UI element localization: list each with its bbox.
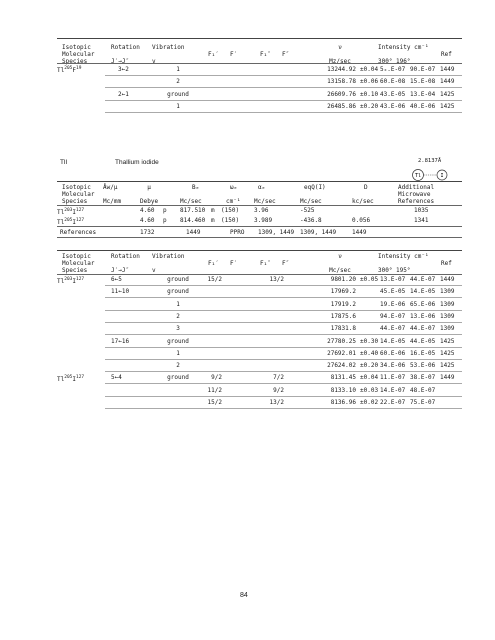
table1-vibration-cell: 1: [176, 102, 180, 110]
table3-frequency-cell: 8136.96: [330, 399, 356, 406]
table1-rotation-cell: 2←1: [118, 90, 129, 98]
table1-row-rule: [105, 75, 462, 76]
table1-top-rule: [57, 38, 462, 39]
table2-ew-cell: 4.60: [140, 216, 155, 224]
table3-uncertainty-cell: ±0.40: [360, 349, 379, 357]
table1-intensity-196-cell: 90.E-07: [410, 66, 436, 73]
table2-m-cell: m: [211, 216, 215, 224]
table2-ew-cell: 4.60: [140, 207, 155, 214]
table2-we-cell: (150): [221, 207, 240, 214]
table1-header-f1: F₁′: [208, 51, 219, 58]
table1-vibration-cell: 2: [176, 78, 180, 86]
table3-intensity-300-cell: 60.E-06: [380, 349, 406, 357]
table2-m-cell: m: [211, 207, 215, 214]
table3-frequency-cell: 27780.25: [327, 337, 356, 345]
table1-vibration-cell: 1: [176, 66, 180, 73]
table3-header-intensity: Intensity cm⁻¹ 300° 195°: [378, 253, 429, 274]
table2-p-cell: p: [163, 207, 167, 214]
species-iodine: I: [72, 278, 76, 285]
species-isotope: 205: [64, 375, 73, 381]
species-isotope: 127: [76, 277, 85, 282]
table3-ref-cell: 1449: [440, 276, 455, 283]
table1-rotation-cell: 3←2: [118, 66, 129, 73]
table3-intensity-300-cell: 14.E-07: [380, 386, 406, 394]
table2-ref-eqq: 1309, 1449: [300, 229, 337, 236]
table3-ref-cell: 1425: [440, 337, 455, 345]
table1-header-fpp: F″: [282, 51, 290, 58]
table1-frequency-cell: 26609.76: [327, 90, 356, 98]
species-isotope: 203: [64, 277, 73, 282]
table3-header-vibration: Vibration v: [152, 253, 185, 274]
table3-rotation-cell: 11←10: [111, 288, 130, 296]
table3-uncertainty-cell: ±0.03: [360, 386, 379, 394]
table3-ref-cell: 1425: [440, 362, 455, 370]
table1-header-f: F′: [230, 51, 238, 58]
table3-intensity-300-cell: 14.E-05: [380, 337, 406, 345]
table1-header-ref: Ref: [441, 51, 452, 58]
table3-fpp-cell: 7/2: [273, 374, 284, 382]
table3-vibration-cell: 2: [176, 312, 180, 320]
table3-row-rule: [105, 408, 462, 409]
table2-refs-rule: [57, 226, 462, 227]
table1-ref-cell: 1425: [440, 102, 455, 110]
bond-length: 2.8137Å: [418, 158, 442, 164]
table1-ref-cell: 1449: [440, 66, 455, 73]
table1-uncertainty-cell: ±0.04: [360, 66, 379, 73]
table3-intensity-195-cell: 44.E-05: [410, 337, 436, 345]
table3-row-rule: [105, 359, 462, 360]
table3-fpp-cell: 9/2: [273, 386, 284, 394]
table3-row-rule: [105, 396, 462, 397]
table2-references-label: References: [60, 229, 97, 236]
table3-ref-cell: 1309: [440, 300, 455, 308]
table3-frequency-cell: 9801.20: [330, 276, 356, 283]
table3-intensity-300-cell: 11.E-07: [380, 374, 406, 382]
species-isotope: 127: [76, 375, 85, 381]
table1-header-rotation: Rotation J′→J″: [111, 44, 140, 65]
table2-header-be: Bₑ Mc/sec: [180, 184, 202, 205]
table1-uncertainty-cell: ±0.10: [360, 90, 379, 98]
table3-frequency-cell: 27624.02: [327, 362, 356, 370]
i-atom-label: I: [440, 173, 444, 179]
table1-intensity-300-cell: 43.E-06: [380, 102, 406, 110]
table2-header-d: D kc/sec: [352, 184, 374, 205]
table3-header-nu: ν Mc/sec: [329, 253, 351, 274]
table3-vibration-cell: 2: [176, 362, 180, 370]
table1-uncertainty-cell: ±0.20: [360, 102, 379, 110]
table3-intensity-300-cell: 19.E-06: [380, 300, 406, 308]
table1-intensity-300-cell: 43.E-05: [380, 90, 406, 98]
table3-ref-cell: 1309: [440, 325, 455, 333]
species-isotope: 127: [76, 217, 85, 223]
table2-ref-be: 1449: [186, 229, 201, 236]
tl-i-bond-diagram: [411, 168, 451, 182]
table3-ref-cell: 1425: [440, 349, 455, 357]
table3-frequency-cell: 8133.10: [330, 386, 356, 394]
molecule-name: Thallium iodide: [115, 159, 159, 166]
table1-species: $Tl^{205}F^{19}$: [57, 66, 82, 74]
species-element: Tl: [57, 209, 65, 216]
table3-fpp-cell: 13/2: [269, 399, 284, 406]
table2-header-ae: αₑ Mc/sec: [254, 184, 276, 205]
table1-intensity-300-cell: 60.E-08: [380, 78, 406, 86]
table3-uncertainty-cell: ±0.04: [360, 374, 379, 382]
species-element: Tl: [57, 278, 65, 285]
table3-row-rule: [105, 297, 462, 298]
table2-ref-we: PPRO: [230, 229, 245, 236]
table1-ref-cell: 1449: [440, 78, 455, 86]
species-iodine: I: [72, 209, 76, 216]
table2-be-cell: 817.510: [180, 207, 206, 214]
species-isotope: 203: [64, 208, 73, 213]
table3-intensity-300-cell: 34.E-06: [380, 362, 406, 370]
table2-bottom-rule: [57, 237, 462, 238]
table1-frequency-cell: 13244.92: [327, 66, 356, 73]
table2-header-isotopic: Isotopic Molecular Species: [62, 184, 95, 205]
table3-species-cell: [57, 374, 84, 383]
table3-intensity-195-cell: 53.E-06: [410, 362, 436, 370]
table1-header-nu: ν Mz/sec: [329, 44, 351, 65]
table1-header-vibration: Vibration v: [152, 44, 185, 65]
table3-ref-cell: 1309: [440, 288, 455, 296]
table3-intensity-195-cell: 48.E-07: [410, 386, 436, 394]
table3-intensity-195-cell: 75.E-07: [410, 399, 436, 406]
table3-frequency-cell: 17969.2: [330, 288, 356, 296]
table2-ref-cell: 1341: [414, 216, 429, 224]
table3-header-isotopic: Isotopic Molecular Species: [62, 253, 95, 274]
table3-f1-cell: 15/2: [207, 399, 222, 406]
table1-intensity-196-cell: 40.E-06: [410, 102, 436, 110]
table2-eqq-cell: -525: [300, 207, 315, 214]
table3-vibration-cell: ground: [167, 276, 189, 283]
table3-uncertainty-cell: ±0.02: [360, 399, 379, 406]
table3-header-ref: Ref: [441, 260, 452, 267]
table1-vibration-cell: ground: [167, 90, 189, 98]
table3-uncertainty-cell: ±0.30: [360, 337, 379, 345]
table1-frequency-cell: 13158.78: [327, 78, 356, 86]
table3-vibration-cell: ground: [167, 288, 189, 296]
species-isotope: 205: [64, 217, 73, 223]
table1-header-f1pp: F₁″: [260, 51, 271, 58]
table3-intensity-195-cell: 16.E-05: [410, 349, 436, 357]
table3-row-rule: [105, 322, 462, 323]
table2-d-cell: 0.056: [352, 216, 371, 224]
table2-we-cell: (150): [221, 216, 240, 224]
table3-intensity-195-cell: 38.E-07: [410, 374, 436, 382]
table1-uncertainty-cell: ±0.06: [360, 78, 379, 86]
table2-ref-cell: 1035: [414, 207, 429, 214]
table2-species-cell: [57, 207, 84, 216]
table3-intensity-300-cell: 44.E-07: [380, 325, 406, 333]
table3-ref-cell: 1449: [440, 374, 455, 382]
table2-header-additional: Additional Microwave References: [398, 184, 435, 205]
table2-ae-cell: 3.96: [254, 207, 269, 214]
table1-row-rule: [105, 87, 462, 88]
table2-species-cell: [57, 217, 84, 226]
tl-atom-label: Tl: [414, 173, 422, 179]
table3-row-rule: [105, 310, 462, 311]
table3-intensity-195-cell: 65.E-06: [410, 300, 436, 308]
species-element: Tl: [57, 376, 65, 384]
table1-intensity-196-cell: 15.E-08: [410, 78, 436, 86]
table3-row-rule: [105, 334, 462, 335]
table1-row-rule: [105, 112, 462, 113]
table3-header-rule: [57, 274, 462, 275]
table3-row-rule: [105, 347, 462, 348]
table2-header-rule: [57, 205, 462, 206]
table3-rotation-cell: 17←16: [111, 337, 130, 345]
table3-species-cell: [57, 276, 84, 285]
table3-frequency-cell: 27692.01: [327, 349, 356, 357]
table1-header-rule: [57, 63, 462, 64]
table3-vibration-cell: 1: [176, 300, 180, 308]
table2-top-rule: [57, 181, 462, 182]
table3-top-rule: [57, 250, 462, 251]
table3-header-f1pp: F₁″: [260, 260, 271, 267]
table2-ref-d: 1449: [352, 229, 367, 236]
table2-be-cell: 814.460: [180, 216, 206, 224]
table2-ae-cell: 3.989: [254, 216, 273, 224]
table1-intensity-196-cell: 13.E-04: [410, 90, 436, 98]
table1-ref-cell: 1425: [440, 90, 455, 98]
table3-frequency-cell: 17875.6: [330, 312, 356, 320]
table3-row-rule: [105, 285, 462, 286]
table3-intensity-195-cell: 14.E-05: [410, 288, 436, 296]
table3-fpp-cell: 13/2: [269, 276, 284, 283]
species-isotope: 127: [76, 208, 85, 213]
table1-intensity-300-cell: 5ₓ.E-07: [380, 66, 406, 73]
table3-header-fpp: F″: [282, 260, 290, 267]
table2-header-ew: Åw/μ Mc/mm: [103, 184, 122, 205]
table3-header-f1: F₁′: [208, 260, 219, 267]
table3-vibration-cell: ground: [167, 374, 189, 382]
table3-intensity-195-cell: 44.E-07: [410, 276, 436, 283]
table3-rotation-cell: 5←4: [111, 374, 122, 382]
table3-frequency-cell: 17831.8: [330, 325, 356, 333]
table3-row-rule: [105, 383, 462, 384]
table2-ref-ae: 1309, 1449: [258, 229, 295, 236]
table3-frequency-cell: 8131.45: [330, 374, 356, 382]
table3-f1-cell: 9/2: [211, 374, 222, 382]
table1-header-intensity: Intensity cm⁻¹ 300° 196°: [378, 44, 429, 65]
table3-vibration-cell: ground: [167, 337, 189, 345]
table3-row-rule: [105, 371, 462, 372]
page-number: 84: [240, 592, 248, 599]
table1-row-rule: [105, 100, 462, 101]
table3-f1-cell: 11/2: [207, 386, 222, 394]
table3-intensity-300-cell: 45.E-05: [380, 288, 406, 296]
table3-vibration-cell: 3: [176, 325, 180, 333]
table3-uncertainty-cell: ±0.20: [360, 362, 379, 370]
table3-f1-cell: 15/2: [207, 276, 222, 283]
table2-eqq-cell: -436.8: [300, 216, 322, 224]
table3-header-f: F′: [230, 260, 238, 267]
table3-intensity-300-cell: 13.E-07: [380, 276, 406, 283]
table2-ref-mu: 1732: [140, 229, 155, 236]
table2-header-eqq: eqQ(I) Mc/sec: [300, 184, 326, 205]
table2-header-mu: μ Debye: [140, 184, 159, 205]
table3-intensity-195-cell: 44.E-07: [410, 325, 436, 333]
table1-header-isotopic: Isotopic Molecular Species: [62, 44, 95, 65]
species-iodine: I: [72, 376, 76, 384]
table3-uncertainty-cell: ±0.05: [360, 276, 379, 283]
table3-ref-cell: 1309: [440, 312, 455, 320]
molecule-formula: TlI: [60, 159, 68, 166]
table3-intensity-300-cell: 94.E-07: [380, 312, 406, 320]
table3-rotation-cell: 6←5: [111, 276, 122, 283]
table2-header-we: ωₑ cm⁻¹: [226, 184, 241, 205]
table3-header-rotation: Rotation J′→J″: [111, 253, 140, 274]
species-iodine: I: [72, 218, 76, 226]
species-element: Tl: [57, 218, 65, 226]
table3-intensity-195-cell: 13.E-06: [410, 312, 436, 320]
table3-intensity-300-cell: 22.E-07: [380, 399, 406, 406]
table3-frequency-cell: 17919.2: [330, 300, 356, 308]
table3-vibration-cell: 1: [176, 349, 180, 357]
table2-p-cell: p: [163, 216, 167, 224]
table1-frequency-cell: 26485.86: [327, 102, 356, 110]
